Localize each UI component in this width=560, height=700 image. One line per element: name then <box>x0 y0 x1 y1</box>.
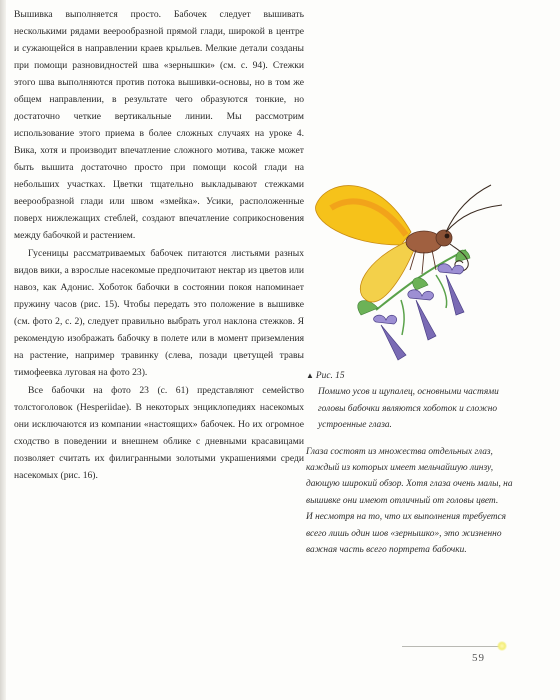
paragraph-embroidery-technique: Вышивка выполняется просто. Бабочек следует вышивать несколькими рядами веерообразной прямой глади, широкой в центре и сужающейся в направлении краев крыльев. Мелкие детали созданы при помощи разновидностей шва «зернышки» (см. с. 94). Стежки этого шва выполняются против потока вышивки-основы, но в том же общем направлении, в результате чего образуются тонкие, но достаточно четкие вертикальные линии. Мы рассмотрим использование этого приема в более сложных случаях на уроке 4. Вика, хотя и производит впечатление сложного мотива, также может быть вышита достаточно просто при помощи косой глади на небольших участках. Цветки тщательно выкладывают стежками веерообразной глади или швом «змейка». Усики, расположенные поверх нижлежащих стеблей, создают впечатление соприкосновения между бабочкой и растением. <box>14 9 304 241</box>
footer-accent-dot <box>497 641 507 651</box>
page-binding-shadow <box>0 0 6 700</box>
paragraph-caterpillars: Гусеницы рассматриваемых бабочек питаются листьями разных видов вики, а взрослые насекомые предпочитают нектар из цветов или навоз, как Адонис. Хоботок бабочки в состоянии покоя напоминает пружину часов (рис. 15). Чтобы передать это положение в вышивке (см. фото 2, с. 2), следует правильно выбрать угол наклона стежков. Я рекомендую изображать бабочку в полете или в момент приземления на растение, например травинку (слева, позади цветущей травы тимофеевка луговая на фото 23). <box>14 248 304 378</box>
figure-label <box>306 368 524 384</box>
sidebar-paragraph-eyes: Глаза состоят из множества отдельных глаз, каждый из которых имеет мельчайшую линзу, дающую широкий обзор. Хотя глаза очень малы, на вышивке они имеют отличный от головы цвет. <box>306 446 513 506</box>
figure-number: Рис. 15 <box>315 371 345 381</box>
butterfly-illustration <box>306 150 516 365</box>
butterfly-eye <box>445 234 450 239</box>
leaf <box>413 278 428 290</box>
paragraph-hesperiidae: Все бабочки на фото 23 (с. 61) представляют семейство толстоголовок (Hesperiidae). В некоторых энциклопедиях насекомых они исключаются из компании «настоящих» бабочек. Но их огромное сходство в поведении и внешнем облике с дневными красавицами позволяет считать их филигранными золотыми украшениями среди насекомых (рис. 16). <box>14 385 304 481</box>
page-number: 59 <box>472 652 485 664</box>
figure-caption: Помимо усов и щупалец, основными частями головы бабочки являются хоботок и сложно устроенные глаза. <box>318 387 499 431</box>
figure-caption-column <box>306 368 524 558</box>
footer-rule <box>402 646 500 647</box>
butterfly-forewing <box>316 186 411 245</box>
vetch-flower <box>374 315 406 360</box>
leaf <box>358 301 378 315</box>
sidebar-paragraph-stitch: И несмотря на то, что их выполнения требуется всего лишь один шов «зернышко», это жизненно важная часть всего портрета бабочки. <box>306 512 507 556</box>
butterfly-hindwing <box>360 242 414 302</box>
sidebar-text <box>306 444 524 559</box>
main-text-column <box>14 6 304 484</box>
vetch-flower <box>438 264 464 315</box>
triangle-marker-icon: ▲ <box>306 371 314 380</box>
vetch-flower <box>408 290 436 340</box>
